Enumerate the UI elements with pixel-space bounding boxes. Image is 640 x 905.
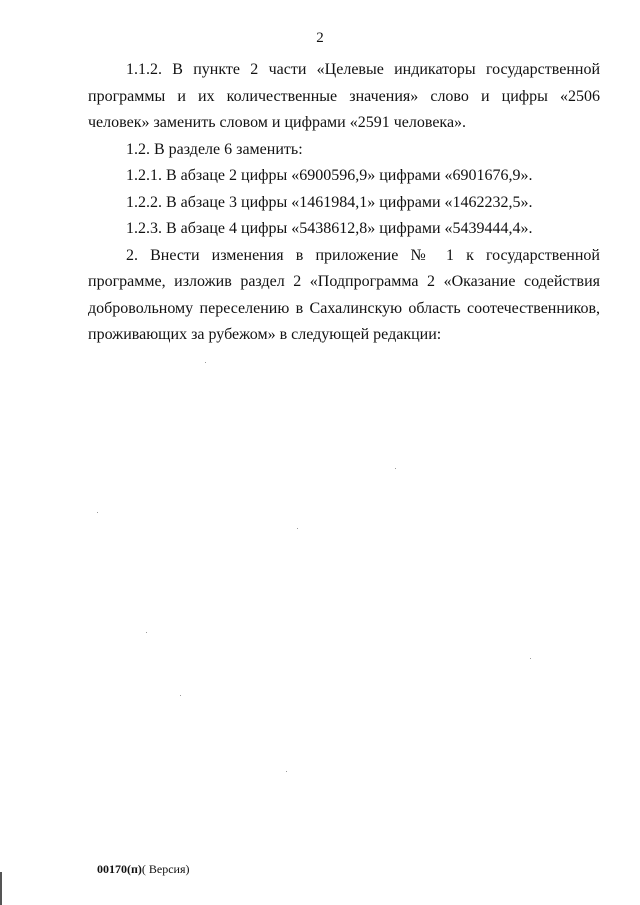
footer-code: 00170(п): [97, 862, 142, 876]
paragraph-1-2-3: 1.2.3. В абзаце 4 цифры «5438612,8» цифрами «5439444,4».: [126, 220, 533, 237]
page-number: 2: [316, 30, 324, 46]
scan-speck: [286, 771, 287, 772]
document-footer: [97, 862, 190, 877]
document-body: [88, 57, 600, 349]
scan-speck: [97, 512, 98, 513]
paragraph-1-1-2: 1.1.2. В пункте 2 части «Целевые индикаторы государственной программы и их количественные значения» слово и цифры «2506 человек» заменить словом и цифрами «2591 человека».: [88, 61, 600, 131]
scan-speck: [395, 468, 396, 469]
paragraph-1-2: 1.2. В разделе 6 заменить:: [126, 140, 303, 158]
scan-speck: [297, 528, 298, 529]
paragraph-2: 2. Внести изменения в приложение № 1 к государственной программе, изложив раздел 2 «Подпрограмма 2 «Оказание содействия добровольному переселению в Сахалинскую область соотечественников, проживающих за рубежом» в следующей редакции:: [88, 246, 600, 343]
scan-speck: [530, 658, 531, 659]
scan-edge-mark: [0, 872, 2, 905]
scan-speck: [180, 695, 181, 696]
scan-speck: [205, 362, 206, 363]
footer-version: ( Версия): [141, 862, 190, 876]
paragraph-1-2-1: 1.2.1. В абзаце 2 цифры «6900596,9» цифрами «6901676,9».: [126, 167, 533, 184]
paragraph-1-2-2: 1.2.2. В абзаце 3 цифры «1461984,1» цифрами «1462232,5».: [126, 193, 533, 211]
scan-speck: [146, 632, 147, 633]
